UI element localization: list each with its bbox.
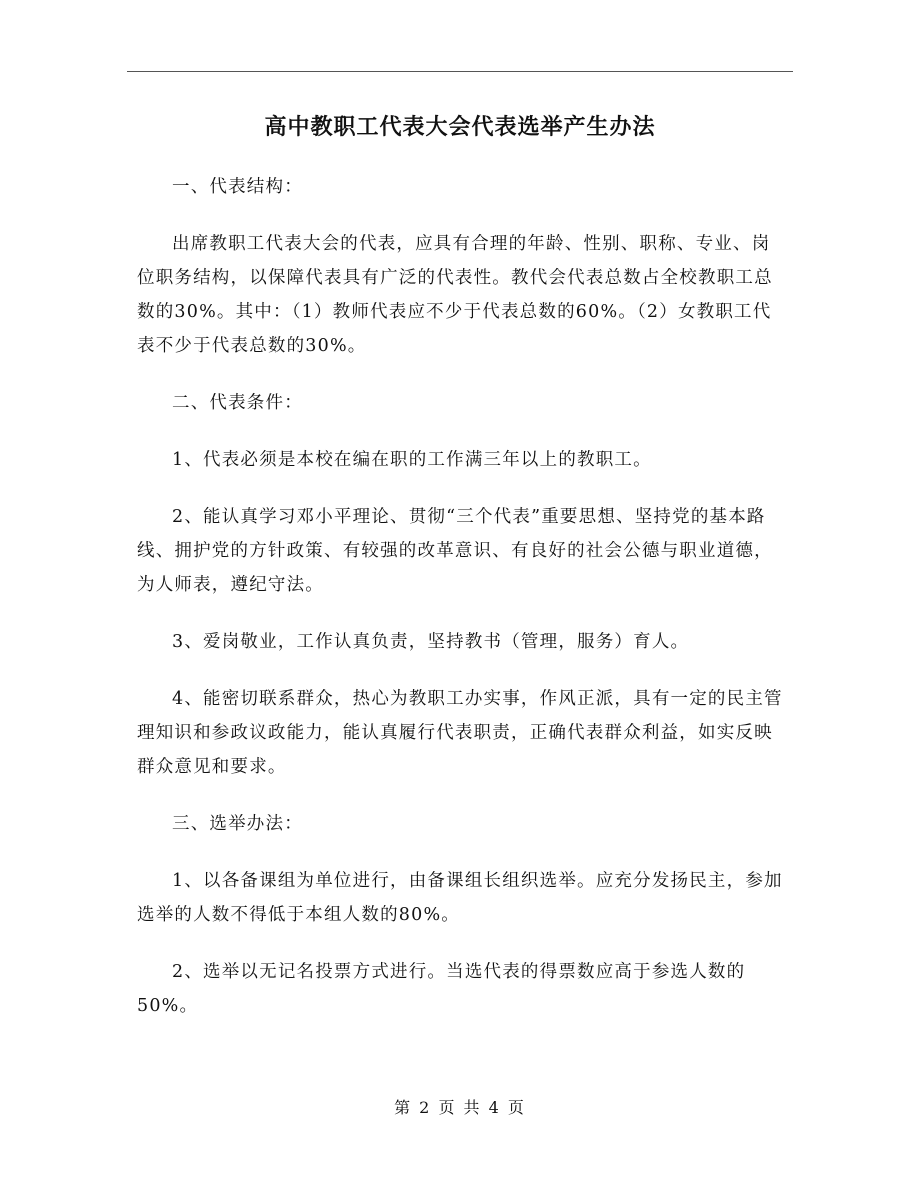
paragraph-condition-1: 1、代表必须是本校在编在职的工作满三年以上的教职工。 <box>172 450 652 470</box>
paragraph-structure-detail: 出席教职工代表大会的代表，应具有合理的年龄、性别、职称、专业、岗位职务结构，以保障代表具有广泛的代表性。教代会代表总数占全校教职工总数的30%。其中：（1）教师代表应不少于代表总数的60%。（2）女教职工代表不少于代表总数的30%。 <box>137 234 773 356</box>
document-title: 高中教职工代表大会代表选举产生办法 <box>264 114 656 140</box>
paragraph-condition-2: 2、能认真学习邓小平理论、贯彻“三个代表”重要思想、坚持党的基本路线、拥护党的方针政策、有较强的改革意识、有良好的社会公德与职业道德，为人师表，遵纪守法。 <box>137 507 773 595</box>
paragraph-election-2: 2、选举以无记名投票方式进行。当选代表的得票数应高于参选人数的50%。 <box>137 962 746 1016</box>
section-heading-structure: 一、代表结构： <box>172 177 303 197</box>
paragraph-condition-3: 3、爱岗敬业，工作认真负责，坚持教书（管理，服务）育人。 <box>172 632 690 652</box>
section-heading-election: 三、选举办法： <box>172 814 303 834</box>
header-rule <box>127 71 793 72</box>
document-body <box>137 170 787 1046</box>
paragraph-election-1: 1、以各备课组为单位进行，由备课组长组织选举。应充分发扬民主，参加选举的人数不得低于本组人数的80%。 <box>137 871 783 925</box>
page-number-footer: 第 2 页 共 4 页 <box>394 1098 526 1117</box>
section-heading-conditions: 二、代表条件： <box>172 393 303 413</box>
paragraph-condition-4: 4、能密切联系群众，热心为教职工办实事，作风正派，具有一定的民主管理知识和参政议政能力，能认真履行代表职责，正确代表群众利益，如实反映群众意见和要求。 <box>137 689 783 777</box>
